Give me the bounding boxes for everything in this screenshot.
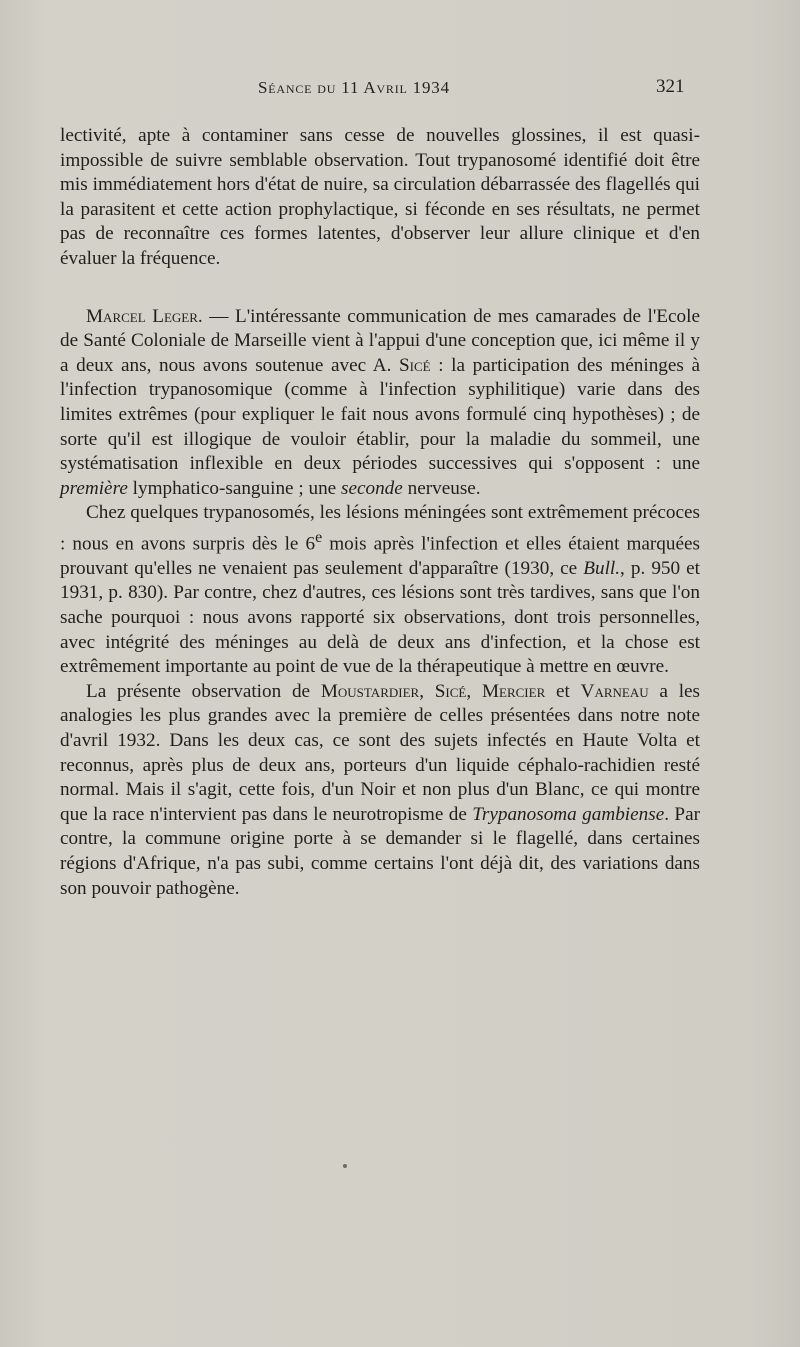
author-name-sice: Sicé bbox=[434, 680, 467, 702]
paragraph-text: — L'intéressante communication de mes camarades de l'Ecole de Santé Coloniale de Marseille vient à l'appui d'une conception que, ici même il y a deux ans, nous avons soutenue avec A. bbox=[60, 305, 700, 376]
paragraph-present-observation bbox=[60, 680, 700, 901]
paragraph-text: . Par contre, la commune origine porte à se demander si le flagellé, dans certaines régions d'Afrique, n'a pas subi, comme certains l'ont déjà dit, des variations dans son pouvoir pathogène. bbox=[60, 803, 700, 899]
separator: , bbox=[466, 680, 482, 702]
author-name-sice: Sicé bbox=[398, 354, 431, 376]
paragraph-text: mois après l'infection et elles étaient marquées prouvant qu'elles ne venaient pas seulement d'apparaître (1930, ce bbox=[60, 533, 700, 579]
author-name-moustardier: Moustardier bbox=[320, 680, 420, 702]
paragraph-text: nerveuse. bbox=[402, 477, 481, 499]
emphasis-seconde: seconde bbox=[341, 477, 403, 499]
paragraph-text: lymphatico-sanguine ; une bbox=[127, 477, 341, 499]
paragraph-text: lectivité, apte à contaminer sans cesse de nouvelles glossines, il est quasi-impossible de suivre semblable observation. Tout trypanosomé identifié doit être mis immédiatement hors d'état de nuire, sa circulation débarrassée des flagellés qui la parasitent et cette action prophylactique, si féconde en ses résultats, ne permet pas de reconnaître ces formes latentes, d'observer leur allure clinique et d'en évaluer la fréquence. bbox=[60, 125, 700, 269]
author-name-leger: Marcel Leger. bbox=[86, 305, 203, 327]
paragraph-text: a les analogies les plus grandes avec la première de celles présentées dans notre note d'avril 1932. Dans les deux cas, ce sont des sujets infectés en Haute Volta et reconnus, après plus de deux ans, porteurs d'un liquide céphalo-rachidien resté normal. Mais il s'agit, cette fois, d'un Noir et non plus d'un Blanc, ce qui montre que la race n'intervient pas dans le neurotropisme de bbox=[60, 680, 701, 825]
page-header bbox=[0, 74, 800, 104]
paragraph-text: La présente observation de bbox=[86, 680, 321, 702]
paragraph-continuation bbox=[60, 124, 700, 272]
separator: et bbox=[545, 680, 581, 702]
paragraph-meningeal-lesions bbox=[60, 501, 700, 680]
author-name-mercier: Mercier bbox=[481, 680, 546, 702]
paragraph-text: , p. 950 et 1931, p. 830). Par contre, chez d'autres, ces lésions sont très tardives, sans que l'on sache pourquoi : nous avons rapporté six observations, dont trois personnelles, avec intégrité des méninges au delà de deux ans d'infection, et la chose est extrêmement importante au point de vue de la thérapeutique à mettre en œuvre. bbox=[60, 557, 700, 678]
author-name-varneau: Varneau bbox=[580, 680, 649, 702]
emphasis-premiere: première bbox=[60, 477, 128, 499]
page-number: 321 bbox=[656, 76, 685, 97]
paragraph-leger-communication bbox=[60, 305, 700, 502]
species-name: Trypanosoma gambiense bbox=[472, 803, 665, 825]
running-title: Séance du 11 Avril 1934 bbox=[258, 78, 450, 97]
superscript-e: e bbox=[315, 528, 323, 546]
body-text bbox=[60, 124, 700, 901]
paragraph-text: : la participation des méninges à l'infection trypanosomique (comme à l'infection syphilitique) varie dans des limites extrêmes (pour expliquer le fait nous avons formulé cinq hypothèses) ; de sorte qu'il est illogique de vouloir établir, pour la maladie du sommeil, une systématisation inflexible en deux périodes successives qui s'opposent : une bbox=[60, 354, 700, 475]
paper-speck bbox=[343, 1164, 347, 1168]
citation-bull: Bull. bbox=[583, 557, 621, 579]
paragraph-text: Chez quelques trypanosomés, les lésions méningées sont extrêmement précoces : nous en avons surpris dès le 6 bbox=[60, 502, 700, 555]
separator: , bbox=[419, 680, 435, 702]
